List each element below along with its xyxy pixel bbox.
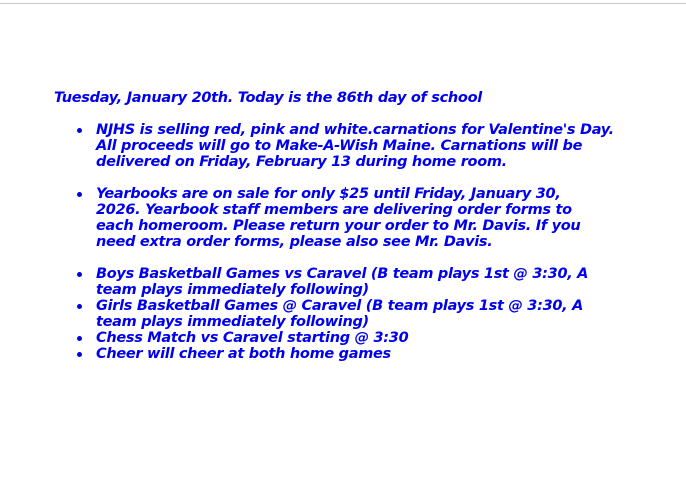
event-text: Girls Basketball Games @ Caravel (B team plays 1st @ 3:30, A team plays immediately following) bbox=[96, 298, 584, 330]
list-item-njhs-carnations bbox=[96, 122, 626, 170]
events-list bbox=[54, 266, 654, 362]
list-item-yearbooks bbox=[96, 186, 606, 250]
announcement-text: Yearbooks are on sale for only $25 until Friday, January 30, 2026. Yearbook staff members are delivering order forms to each homeroom. Please return your order to Mr. Davis. If you need extra order forms, please also see Mr. Davis. bbox=[96, 186, 581, 250]
list-item-cheer bbox=[96, 346, 596, 362]
list-item-chess-match bbox=[96, 330, 596, 346]
announcement-list-1 bbox=[54, 122, 654, 170]
announcement-text: NJHS is selling red, pink and white.carnations for Valentine's Day. All proceeds will go to Make-A-Wish Maine. Carnations will be delivered on Friday, February 13 during home room. bbox=[96, 122, 614, 170]
event-text: Cheer will cheer at both home games bbox=[96, 346, 391, 362]
top-divider bbox=[0, 3, 686, 4]
bullet-icon bbox=[77, 272, 82, 277]
announcement-document bbox=[54, 90, 654, 362]
date-heading: Tuesday, January 20th. Today is the 86th day of school bbox=[54, 90, 482, 106]
event-text: Chess Match vs Caravel starting @ 3:30 bbox=[96, 330, 409, 346]
bullet-icon bbox=[77, 128, 82, 133]
event-text: Boys Basketball Games vs Caravel (B team plays 1st @ 3:30, A team plays immediately following) bbox=[96, 266, 589, 298]
bullet-icon bbox=[77, 336, 82, 341]
bullet-icon bbox=[77, 304, 82, 309]
list-item-girls-basketball bbox=[96, 298, 596, 330]
bullet-icon bbox=[77, 352, 82, 357]
bullet-icon bbox=[77, 192, 82, 197]
list-item-boys-basketball bbox=[96, 266, 596, 298]
announcement-list-2 bbox=[54, 186, 654, 250]
